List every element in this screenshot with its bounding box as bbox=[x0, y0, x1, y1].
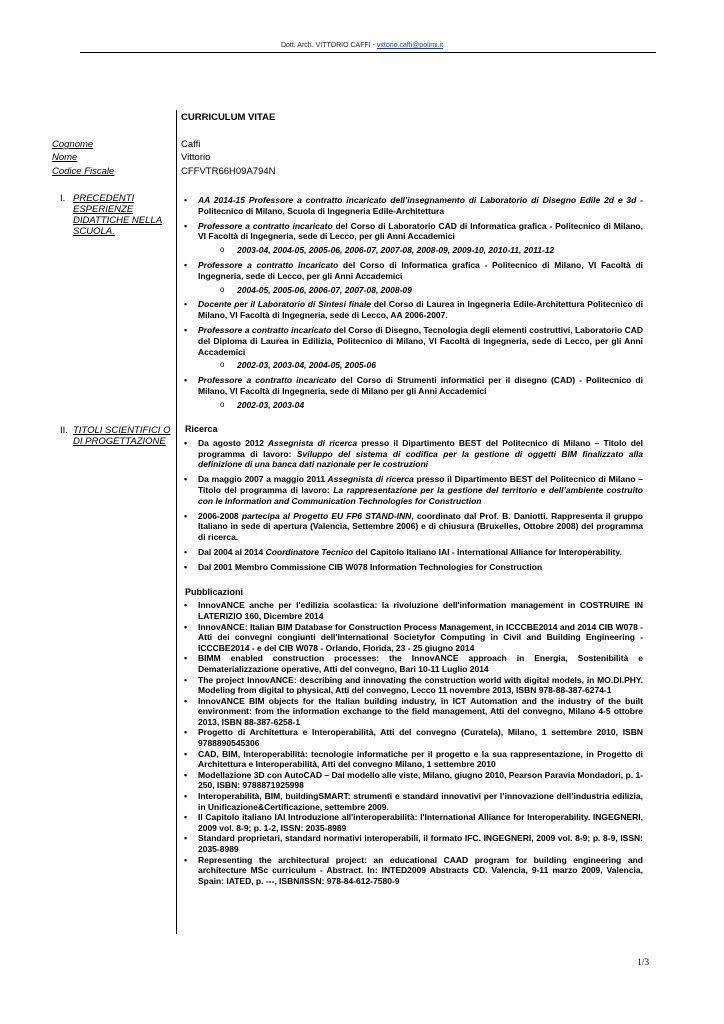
text-run: partecipa al Progetto EU FP6 STAND-INN bbox=[238, 510, 412, 521]
publication-item: • Standard proprietari, standard normativi interoperabili, il formato IFC. INGEGNERI, 2009 vol. 8-9; p. 8-9, ISSN: 2035-8989 bbox=[181, 833, 643, 854]
text-run: AA 2014-15 Professore a contratto incaricato dell’insegnamento di Laboratorio di Disegno Edile 2d e 3d bbox=[198, 195, 637, 205]
page-number: 1/3 bbox=[637, 958, 650, 968]
text-run: Sviluppo del sistema di codifica per la gestione di oggetti BIM finalizzato alla definizione di una banca dati nazionale per le costruzioni bbox=[198, 448, 643, 470]
text-run: , coordinato dal Prof. B. Daniotti. Rappresenta il gruppo Italiano in sede di apertura (Valencia, Settembre 2006) e di chiusura (Bruxelles, Ottobre 2008) del programma di ricerca. bbox=[198, 510, 643, 543]
column-divider bbox=[176, 110, 177, 934]
text-run: Professore a contratto incaricato bbox=[198, 375, 337, 386]
text-run: - Politecnico di Milano, VI Facoltà di Ingegneria, sede di Lecco, per gli Anni Accademici bbox=[198, 220, 643, 242]
text-run: del Corso di Informatica grafica bbox=[338, 259, 480, 270]
text-run: - Politecnico di Milano, VI Facoltà di Ingegneria, sede di Lecco, per gli Anni Accademici bbox=[198, 259, 643, 281]
text-run: La rappresentazione per la gestione del territorio e dell’ambiente costruito con le Information and Communication Technologies for Construction bbox=[198, 484, 643, 506]
text-run: AA 2006-2007 bbox=[390, 310, 446, 321]
research-item bbox=[181, 438, 643, 470]
research-item bbox=[181, 562, 643, 573]
teaching-item bbox=[181, 260, 643, 295]
surname-label: Cognome bbox=[52, 139, 94, 150]
text-run: Professore a contratto incaricato bbox=[198, 324, 332, 335]
teaching-item bbox=[181, 221, 643, 256]
teaching-item bbox=[181, 299, 643, 321]
text-run: del Corso di Laboratorio CAD di Informatica grafica bbox=[332, 220, 547, 231]
academic-years: o 2004-05, 2005-06, 2006-07, 2007-08, 2008-09 bbox=[198, 285, 643, 296]
text-run: Coordinatore Tecnico bbox=[263, 546, 354, 557]
text-run: Professore a contratto incaricato bbox=[198, 259, 339, 270]
header-name: Dott. Arch. VITTORIO CAFFI - bbox=[280, 42, 377, 49]
header-email-link[interactable]: vittorio.caffi@polimi.it bbox=[376, 42, 444, 49]
text-run: Docente per il Laboratorio di Sintesi finale bbox=[198, 299, 371, 310]
teaching-experience bbox=[181, 195, 643, 415]
text-run: Dal 2004 al 2014 bbox=[198, 546, 264, 557]
name-label: Nome bbox=[52, 152, 78, 163]
page-header bbox=[0, 42, 724, 49]
teaching-item bbox=[181, 375, 643, 410]
text-run: Da maggio 2007 a maggio 2011 bbox=[198, 474, 326, 485]
publication-item: • Representing the architectural project: an educational CAAD program for building engineering and architecture MSc curriculum - Abstract. In: INTED2009 Abstracts CD. Valencia, 9-11 marzo 2009, Valencia, Spain: IATED, p. ---, ISBN/ISSN: 978-84-612-7580-9 bbox=[181, 855, 643, 887]
text-run: . bbox=[445, 310, 448, 321]
research-column bbox=[181, 424, 643, 886]
academic-years: o 2002-03, 2003-04, 2004-05, 2005-06 bbox=[198, 360, 643, 371]
header-rule bbox=[80, 52, 656, 53]
publication-item: • Interoperabilità, BIM, buildingSMART: strumenti e standard innovativi per l’innovazione dell’industria edilizia, in Unificazione&Certificazione, settembre 2009. bbox=[181, 791, 643, 812]
research-heading: Ricerca bbox=[185, 424, 218, 434]
text-run: 2006-2008 bbox=[198, 510, 239, 521]
text-run: Da agosto 2012 bbox=[198, 437, 265, 448]
text-run: Dal 2001 bbox=[198, 561, 233, 572]
publication-item: • InnovANCE BIM objects for the Italian building industry, in ICT Automation and the industry of the built environment: from the information exchange to the field management, Atti del convegno, Milano 4-5 ottobre 2013, ISBN 88-387-6258-1 bbox=[181, 696, 643, 728]
text-run: presso il Dipartimento BEST del Politecnico di Milano – Titolo del programma di lavoro: bbox=[198, 437, 643, 459]
document-title: CURRICULUM VITAE bbox=[181, 112, 276, 123]
academic-years: o 2002-03, 2003-04 bbox=[198, 400, 643, 411]
text-run: - Politecnico di Milano, Scuola di Ingegneria Edile-Architettura bbox=[198, 195, 643, 216]
text-run: presso il Dipartimento BEST del Politecnico di Milano – Titolo del programma di lavoro: bbox=[198, 474, 643, 495]
research-item bbox=[181, 511, 643, 543]
text-run: del Corso di Strumenti informatici per il disegno (CAD) - Politecnico di Milano, VI Facoltà di Ingegneria, sede di Milano per gli Anni Accademici bbox=[198, 375, 643, 396]
publications-list bbox=[181, 600, 643, 886]
text-run: del Corso di Laurea in Ingegneria Edile-Architettura Politecnico di Milano, VI Facoltà di Ingegneria, sede di Lecco, bbox=[198, 299, 643, 321]
section-1-title: PRECEDENTI ESPERIENZE DIDATTICHE NELLA SCUOLA. bbox=[73, 193, 163, 237]
text-run: del Corso di Disegno, Tecnologia degli elementi costruttivi, Laboratorio CAD bbox=[331, 324, 643, 335]
name-value: Vittorio bbox=[181, 152, 211, 163]
publications-heading: Pubblicazioni bbox=[185, 586, 244, 597]
publication-item: • InnovANCE anche per l'edilizia scolastica: la rivoluzione dell'information management in COSTRUIRE IN LATERIZIO 160, Dicembre 2014 bbox=[181, 600, 643, 621]
teaching-item bbox=[181, 195, 643, 217]
text-run: Membro Commissione CIB W078 Information Technologies for Construction bbox=[232, 561, 543, 572]
text-run: del Diploma di Laurea in Edilizia, Politecnico di Milano, VI Facoltà di Ingegneria, sede di Lecco, per gli Anni Accademici bbox=[198, 335, 643, 357]
tax-code-value: CFFVTR66H09A794N bbox=[181, 166, 276, 177]
publication-item: • BIMM enabled construction processes: the InnovANCE approach in Energia, Sostenibilità e Dematerializzazione operative, Atti del convegno, Bari 10-11 Luglio 2014 bbox=[181, 653, 643, 674]
publication-item: • Il Capitolo italiano IAI Introduzione all'interoperabilità: l'International Alliance for Interoperability. INGEGNERI, 2009 vol. 8-9; p. 1-2, ISSN: 2035-8989 bbox=[181, 812, 643, 833]
text-run: Assegnista di ricerca bbox=[325, 474, 414, 485]
section-2-title: TITOLI SCIENTIFICI O DI PROGETTAZIONE bbox=[73, 425, 171, 447]
tax-code-label: Codice Fiscale bbox=[52, 166, 115, 177]
research-item bbox=[181, 547, 643, 558]
text-run: Assegnista di ricerca bbox=[264, 437, 358, 448]
text-run: Professore a contratto incaricato bbox=[198, 220, 333, 231]
academic-years: o 2003-04, 2004-05, 2005-06, 2006-07, 2007-08, 2008-09, 2009-10, 2010-11, 2011-12 bbox=[198, 245, 643, 256]
section-2-number: II. bbox=[60, 425, 68, 436]
section-1-number: I. bbox=[60, 193, 66, 204]
publication-item: • The project InnovANCE: describing and innovating the construction world with digital models, in MO.DI.PHY. Modeling from digital to physical, Atti del convegno, Lecco 11 novembre 2013, ISBN 978-88-387-6274-1 bbox=[181, 675, 643, 696]
research-item bbox=[181, 474, 643, 506]
surname-value: Caffi bbox=[181, 139, 201, 150]
publication-item: • Progetto di Architettura e Interoperabilità, Atti del convegno (Curatela), Milano, 1 settembre 2010, ISBN 9788890545306 bbox=[181, 727, 643, 748]
publication-item: • Modellazione 3D con AutoCAD – Dal modello alle viste, Milano, giugno 2010, Pearson Paravia Mondadori, p. 1-250, ISBN: 9788871925998 bbox=[181, 770, 643, 791]
text-run: del Capitolo Italiano IAI - International Alliance for Interoperability. bbox=[353, 546, 622, 557]
publication-item: • CAD, BIM, Interoperabilità: tecnologie informatiche per il progetto e la sua rappresentazione, in Progetto di Architettura e Interoperabilità, Atti del convegno Milano, 1 settembre 2010 bbox=[181, 749, 643, 770]
teaching-item bbox=[181, 325, 643, 371]
research-list bbox=[181, 438, 643, 573]
publication-item: • InnovANCE: Italian BIM Database for Construction Process Management, in ICCCBE2014 and 2014 CIB W078 - Atti dei convegni congiunti dell'International Societyfor Computing in Civil and Building Engineering - ICCCBE2014 - e del CIB W078 - Orlando, Florida, 23 - 25 giugno 2014 bbox=[181, 622, 643, 654]
teaching-list bbox=[181, 195, 643, 411]
